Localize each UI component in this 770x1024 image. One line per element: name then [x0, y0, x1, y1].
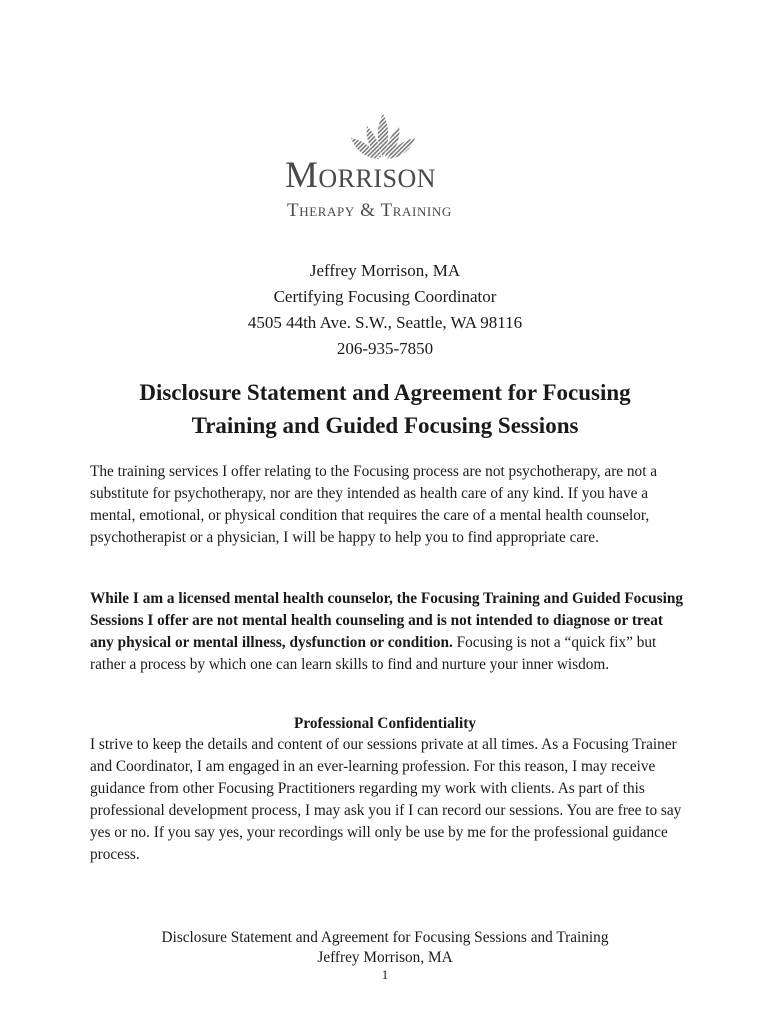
confidentiality-paragraph: I strive to keep the details and content of our sessions private at all times. As a Focusing Trainer and Coordinator, I am engaged in an ever-learning profession. For this reason, I may receive guidance from other Focusing Practitioners regarding my work with clients. As part of this professional development process, I may ask you if I can record our sessions. You are free to say yes or no. If you say yes, your recordings will only be use by me for the professional guidance process. [90, 736, 682, 863]
logo-wordmark: Morrison [285, 155, 437, 196]
intro-paragraph: The training services I offer relating to the Focusing process are not psychotherapy, are not a substitute for psychotherapy, nor are they intended as health care of any kind. If you have a mental, emotional, or physical condition that requires the care of a mental health counselor, psychotherapist or a physician, I will be happy to help you to find appropriate care. [90, 463, 658, 546]
company-logo [285, 112, 490, 222]
contact-phone: 206-935-7850 [336, 339, 434, 358]
logo-subtitle: Therapy & Training [287, 200, 452, 221]
title-line-1: Disclosure Statement and Agreement for Focusing [139, 380, 631, 405]
contact-role: Certifying Focusing Coordinator [273, 287, 497, 306]
page-number: 1 [381, 967, 389, 982]
contact-name: Jeffrey Morrison, MA [309, 261, 461, 280]
document-title [60, 376, 710, 442]
footer-title: Disclosure Statement and Agreement for Focusing Sessions and Training [161, 929, 609, 946]
confidentiality-heading: Professional Confidentiality [293, 715, 476, 732]
page-footer [0, 928, 770, 982]
footer-author: Jeffrey Morrison, MA [317, 949, 453, 966]
contact-address: 4505 44th Ave. S.W., Seattle, WA 98116 [247, 313, 523, 332]
disclaimer-paragraph [90, 588, 690, 676]
disclaimer-bold-text: While I am a licensed mental health counselor, the Focusing Training and Guided Focusing Sessions I offer are not mental health counseling and is not intended to diagnose or treat any physical or mental illness, dysfunction or condition. [90, 590, 683, 651]
contact-block [0, 258, 770, 362]
title-line-2: Training and Guided Focusing Sessions [191, 413, 579, 438]
disclaimer-normal-text: Focusing is not a “quick fix” but rather a process by which one can learn skills to find and nurture your inner wisdom. [90, 634, 657, 673]
leaf-lotus-icon [343, 112, 423, 160]
